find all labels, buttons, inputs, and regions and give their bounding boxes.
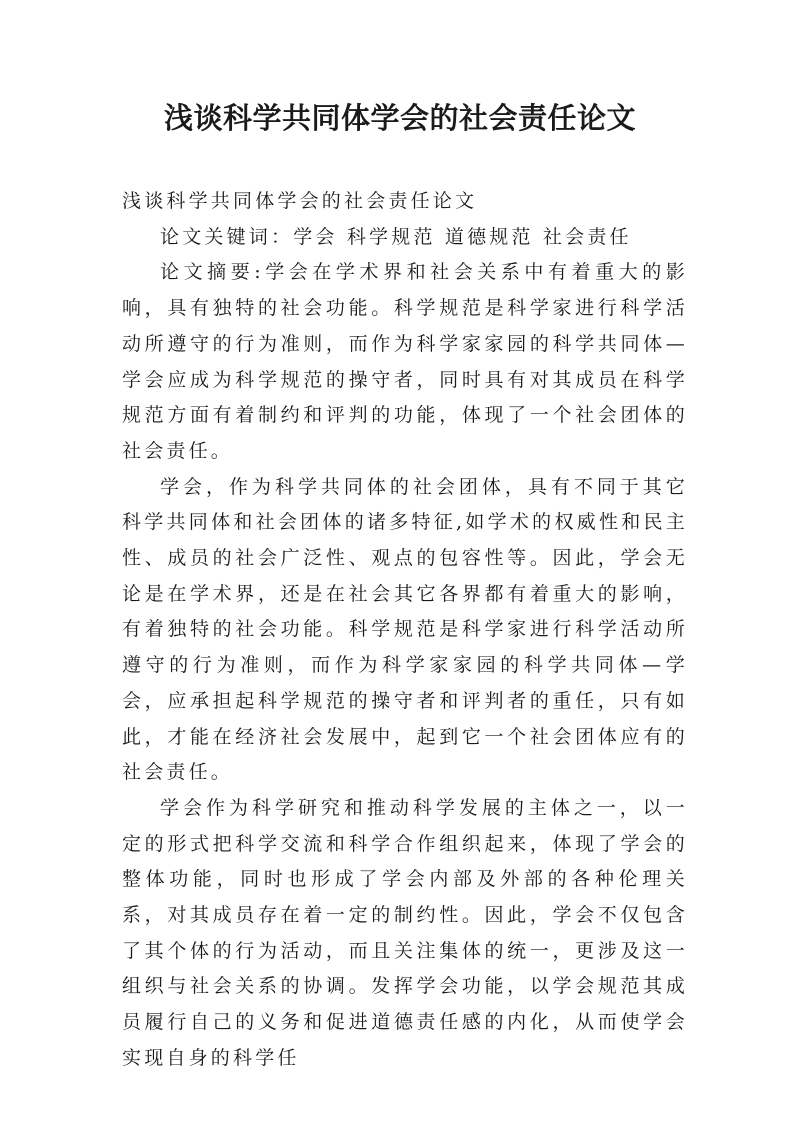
document-subtitle: 浅谈科学共同体学会的社会责任论文 bbox=[122, 190, 478, 212]
document-title: 浅谈科学共同体学会的社会责任论文 bbox=[163, 101, 636, 135]
document-body bbox=[122, 184, 688, 1077]
body-paragraph: 学会作为科学研究和推动科学发展的主体之一，以一定的形式把科学交流和科学合作组织起来，体现了学会的整体功能，同时也形成了学会内部及外部的各种伦理关系，对其成员存在着一定的制约性。因此，学会不仅包含了其个体的行为活动，而且关注集体的统一，更涉及这一组织与社会关系的协调。发挥学会功能，以学会规范其成员履行自己的义务和促进道德责任感的内化，从而使学会实现自身的科学任 bbox=[122, 796, 688, 1069]
keywords-line: 论文关键词：学会 科学规范 道德规范 社会责任 bbox=[160, 225, 632, 248]
body-paragraph: 学会，作为科学共同体的社会团体，具有不同于其它科学共同体和社会团体的诸多特征,如学术的权威性和民主性、成员的社会广泛性、观点的包容性等。因此，学会无论是在学术界，还是在社会其它各界都有着重大的影响，有着独特的社会功能。科学规范是科学家进行科学活动所遵守的行为准则，而作为科学家家园的科学共同体—学会，应承担起科学规范的操守者和评判者的重任，只有如此，才能在经济社会发展中，起到它一个社会团体应有的社会责任。 bbox=[122, 475, 688, 784]
abstract-paragraph: 论文摘要:学会在学术界和社会关系中有着重大的影响，具有独特的社会功能。科学规范是科学家进行科学活动所遵守的行为准则，而作为科学家家园的科学共同体—学会应成为科学规范的操守者，同时具有对其成员在科学规范方面有着制约和评判的功能，体现了一个社会团体的社会责任。 bbox=[122, 261, 688, 462]
